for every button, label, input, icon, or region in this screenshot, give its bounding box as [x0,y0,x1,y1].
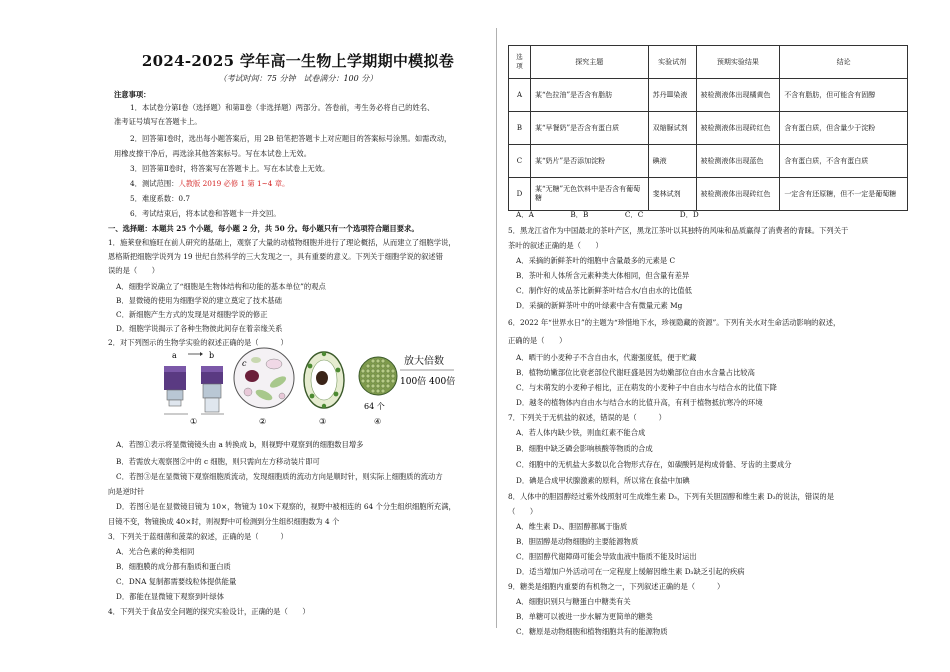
tissue-cell [381,374,385,378]
lens-b-label: b [209,351,215,360]
tissue-cell [376,384,380,388]
tissue-field-4 [359,357,397,395]
tissue-cell [366,374,370,378]
q7-option-b: B．细胞中缺乏磷会影响核酸等物质的合成 [516,444,653,453]
tissue-cell [386,384,390,388]
column-divider [496,28,497,628]
tissue-cell [391,379,395,383]
cell-conclusion: 一定含有还原糖，但不一定是葡萄糖 [780,178,908,211]
cell-c-label: c [242,359,247,368]
tissue-cell [361,374,365,378]
tissue-cell [376,389,380,393]
tissue-cell [371,379,375,383]
q4-stem: 4．下列关于食品安全问题的探究实验设计，正确的是（ ） [108,607,310,616]
q9-option-a: A．细胞识别只与糖蛋白中糖类有关 [516,597,631,606]
cell-option: B [509,112,531,145]
tissue-cell [381,359,385,363]
cell-option: D [509,178,531,211]
cell-reagent: 苏丹Ⅲ染液 [648,79,696,112]
panel-label-2: ② [259,417,267,426]
table-row [509,178,908,211]
panel-label-3: ③ [319,417,327,426]
magnification-title: 放大倍数 [404,356,444,367]
cell-reagent: 双缩脲试剂 [648,112,696,145]
tissue-cell [371,364,375,368]
q2-stem: 2．对下列图示的生物学实验的叙述正确的是（ ） [108,338,288,347]
q1-option-d: D．细胞学说揭示了各种生物彼此间存在着亲缘关系 [116,324,283,333]
tissue-cell [381,369,385,373]
q6-option-b: B．植物幼嫩部位比衰老部位代谢旺盛是因为幼嫩部位自由水含量占比较高 [516,368,755,377]
q3-option-d: D．都能在显微镜下观察到叶绿体 [116,592,225,601]
q2-option-d-cont: 目镜不变，物镜换成 40×时，则视野中可检测到分生组织细胞数为 4 个 [108,517,340,526]
tissue-cell [381,364,385,368]
tissue-cell [381,379,385,383]
tissue-cell [391,369,395,373]
q6-option-c: C．与未萌发的小麦种子相比，正在萌发的小麦种子中自由水与结合水的比值下降 [516,383,777,392]
magnification-values: 100倍 400倍 [400,377,456,387]
microscope-figure [156,340,456,426]
q7-stem: 7．下列关于无机盐的叙述，错误的是（ ） [508,413,666,422]
q2-option-c: C．若图③是在显微镜下观察细胞质流动，发现细胞质的流动方向是顺时针，则实际上细胞质的流动方 [116,472,443,481]
notes-heading: 注意事项： [114,90,151,99]
q8-option-c: C．胆固醇代谢障碍可能会导致血液中脂质不能及时运出 [516,552,697,561]
q1-stem: 误的是（ ） [108,266,160,275]
tissue-cell [366,384,370,388]
note-line: 3．回答第Ⅱ卷时，将答案写在答题卡上。写在本试卷上无效。 [130,164,330,173]
header-topic: 探究主题 [530,46,648,79]
q6-option-a: A．晒干的小麦种子不含自由水，代谢强度低，便于贮藏 [516,353,697,362]
q3-option-b: B．细胞膜的成分都有脂质和蛋白质 [116,562,231,571]
note-line: 1．本试卷分第Ⅰ卷（选择题）和第Ⅱ卷（非选择题）两部分。答卷前，考生务必将自己的姓名、 [130,103,435,112]
tissue-cell [381,389,385,393]
tissue-cell [366,369,370,373]
tissue-cell [386,364,390,368]
q5-option-d: D．采摘的新鲜茶叶中的叶绿素中含有微量元素 Mg [516,301,683,310]
cell-option: A [509,79,531,112]
q6-stem: 正确的是（ ） [508,336,567,345]
q2-option-c-cont: 向是逆时针 [108,487,145,496]
tissue-cell [391,374,395,378]
q6-stem: 6．2022 年“世界水日”的主题为“珍惜地下水，珍视隐藏的资源”。下列有关水对生命活动影响的叙述， [508,318,841,327]
tissue-cell [381,384,385,388]
q6-option-d: D．越冬的植物体内自由水与结合水的比值升高，有利于植物抵抗寒冷的环境 [516,398,763,407]
q2-option-a: A．若图①表示将显微镜镜头由 a 转换成 b，则视野中观察到的细胞数目增多 [116,440,364,449]
q2-figure [156,340,456,426]
plant-cell-3 [304,352,344,408]
q5-option-c: C．制作好的成品茶比新鲜茶叶结合水/自由水的比值低 [516,286,692,295]
q2-option-d: D．若图④是在显微镜目镜为 10×，物镜为 10×下观察的，视野中被相连的 64 个分生组织细胞所充满， [116,502,456,511]
q5-stem: 5．黑龙江省作为中国最北的茶叶产区，黑龙江茶叶以其独特的风味和品质赢得了消费者的青睐。下列关于 [508,226,849,235]
table-row [509,112,908,145]
objective-lens-b [201,366,223,412]
q9-option-c: C．糖原是动物细胞和植物细胞共有的能源物质 [516,627,668,636]
q1-stem: 恩格斯把细胞学说列为 19 世纪自然科学的三大发现之一，具有重要的意义。下列关于细胞学说的叙述错 [108,252,443,261]
tissue-cell [376,359,380,363]
note-scope [130,179,289,188]
table-header-row [509,46,908,79]
table-row [509,79,908,112]
panel-label-4: ④ [374,417,382,426]
q5-option-b: B．茶叶和人体所含元素种类大体相同，但含量有差异 [516,271,690,280]
note-end: 6．考试结束后，将本试卷和答题卡一并交回。 [130,209,281,218]
cell-count-label: 64 个 [364,402,385,411]
tissue-cell [376,369,380,373]
q3-stem: 3．下列关于蓝细菌和菠菜的叙述，正确的是（ ） [108,532,288,541]
note-difficulty: 5．难度系数：0.7 [130,194,191,203]
note-line: 用橡皮擦干净后，再选涂其他答案标号。写在本试卷上无效。 [114,149,312,158]
exam-title: 2024-2025 学年高一生物上学期期中模拟卷 [141,52,455,70]
cell-reagent: 碘液 [648,145,696,178]
q1-stem: 1．施莱登和施旺在前人研究的基础上，观察了大量的动植物细胞并进行了理论概括，从而建立了细胞学说， [108,238,456,247]
cell-option: C [509,145,531,178]
cell-expected: 被检测液体出现砖红色 [696,112,780,145]
panel-label-1: ① [190,417,198,426]
tissue-cell [366,364,370,368]
tissue-cell [376,364,380,368]
q7-option-a: A．若人体内缺少铁，则血红素不能合成 [516,428,646,437]
q8-option-b: B．胆固醇是动物细胞的主要能源物质 [516,537,639,546]
cell-conclusion: 含有蛋白质，不含有蛋白质 [780,145,908,178]
q3-option-c: C．DNA 复制都需要线粒体提供能量 [116,577,237,586]
q8-option-a: A．维生素 D₃、胆固醇都属于脂质 [516,522,628,531]
cell-expected: 被检测液体出现橘黄色 [696,79,780,112]
q9-stem: 9．糖类是细胞内重要的有机物之一，下列叙述正确的是（ ） [508,582,725,591]
tissue-cell [371,369,375,373]
cell-topic: 某“无糖”无色饮料中是否含有葡萄糖 [530,178,648,211]
tissue-cell [386,379,390,383]
q9-option-b: B．单糖可以被进一步水解为更简单的糖类 [516,612,653,621]
cell-expected: 被检测液体出现蓝色 [696,145,780,178]
q7-option-c: C．细胞中的无机盐大多数以化合物形式存在，如碳酸钙是构成骨骼、牙齿的主要成分 [516,460,792,469]
note-line: 2．回答第Ⅰ卷时，选出每小题答案后，用 2B 铅笔把答题卡上对应题目的答案标号涂黑。如需改动， [130,134,452,143]
cell-conclusion: 不含有脂肪，但可能含有固醇 [780,79,908,112]
header-expected: 预期实验结果 [696,46,780,79]
q8-option-d: D．适当增加户外活动可在一定程度上缓解因维生素 D₃缺乏引起的疾病 [516,567,745,576]
q8-stem: 8．人体中的胆固醇经过紫外线照射可生成维生素 D₃，下列有关胆固醇和维生素 D₃的说法，错误的是 [508,492,835,501]
q1-option-b: B．显微镜的使用为细胞学说的建立奠定了技术基础 [116,296,282,305]
cell-topic: 某“早餐奶”是否含有蛋白质 [530,112,648,145]
tissue-cell [371,384,375,388]
q4-answer-options: A．A B．B C．C D．D [516,210,699,219]
tissue-cell [366,379,370,383]
q5-option-a: A．采摘的新鲜茶叶的细胞中含量最多的元素是 C [516,256,676,265]
q3-option-a: A．光合色素的种类相同 [116,547,195,556]
tissue-cell [386,369,390,373]
q8-stem: （ ） [508,507,538,516]
tissue-cell [371,389,375,393]
tissue-cell [361,369,365,373]
tissue-cell [361,379,365,383]
cell-topic: 某“奶片”是否添加淀粉 [530,145,648,178]
q1-option-a: A．细胞学说确立了“细胞是生物体结构和功能的基本单位”的观点 [116,282,326,291]
tissue-cell [371,374,375,378]
microscope-field-2 [234,348,294,408]
q2-option-b: B．若需放大观察图②中的 c 细胞，则只需向左方移动装片即可 [116,457,320,466]
tissue-cell [386,374,390,378]
exam-subtitle: （考试时间：75 分钟 试卷满分：100 分） [218,74,378,83]
tissue-cell [376,374,380,378]
cell-expected: 被检测液体出现砖红色 [696,178,780,211]
header-conclusion: 结论 [780,46,908,79]
tissue-cell [376,379,380,383]
note-line: 准考证号填写在答题卡上。 [114,117,202,126]
cell-reagent: 斐林试剂 [648,178,696,211]
lens-a-label: a [172,351,177,360]
tissue-cell [371,359,375,363]
q1-option-c: C．新细胞产生方式的发现是对细胞学说的修正 [116,310,268,319]
q7-option-d: D．碘是合成甲状腺激素的原料，所以常在食盐中加碘 [516,476,690,485]
objective-lens-a [164,366,186,406]
header-option: 选项 [509,46,531,79]
header-reagent: 实验试剂 [648,46,696,79]
q5-stem: 茶叶的叙述正确的是（ ） [508,241,603,250]
cell-conclusion: 含有蛋白质，但含量少于淀粉 [780,112,908,145]
table-row [509,145,908,178]
section-heading: 一、选择题：本题共 25 个小题，每小题 2 分，共 50 分。每小题只有一个选项符合题目要求。 [108,224,419,233]
q4-table [508,45,908,211]
note-scope-value: 人教版 2019 必修 1 第 1~4 章。 [178,179,290,188]
cell-topic: 某“色拉油”是否含有脂肪 [530,79,648,112]
note-scope-label: 4．测试范围： [130,179,179,188]
